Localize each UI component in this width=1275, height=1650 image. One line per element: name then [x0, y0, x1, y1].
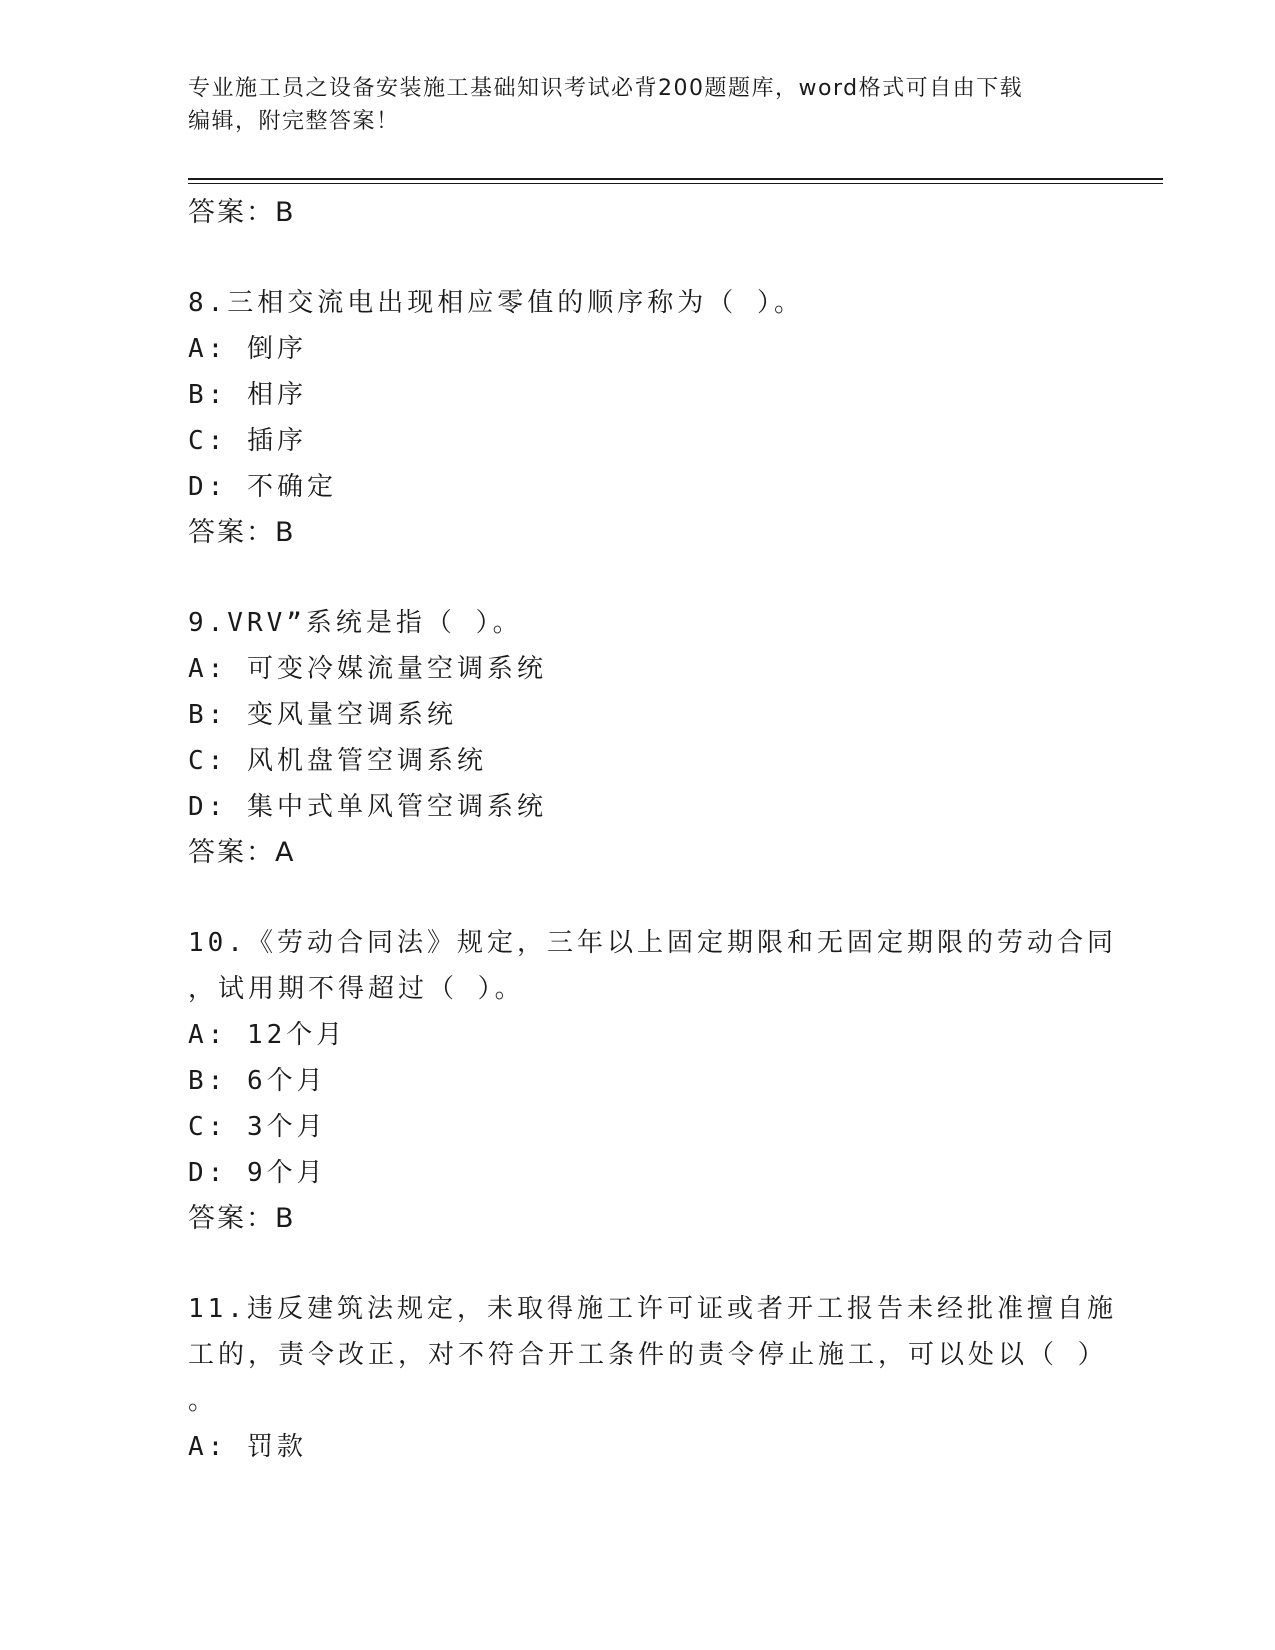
question-block — [188, 280, 1088, 556]
header-rule-thick — [188, 178, 1163, 180]
option-d: D: 集中式单风管空调系统 — [188, 792, 547, 822]
spacer — [188, 236, 1088, 280]
previous-answer: 答案：B — [188, 197, 296, 228]
question-line: 。 — [188, 1386, 219, 1416]
answer-line: 答案：B — [188, 1203, 296, 1234]
question-block — [188, 1286, 1117, 1470]
question-text — [188, 600, 1088, 646]
question-block — [188, 920, 1117, 1242]
option-b: B: 相序 — [188, 380, 307, 410]
question-line: 8.三相交流电出现相应零值的顺序称为（ ）。 — [188, 288, 804, 318]
spacer — [188, 1242, 1088, 1286]
option-c: C: 3个月 — [188, 1112, 327, 1142]
header-rule-thin — [188, 183, 1163, 184]
option-a: A: 倒序 — [188, 334, 307, 364]
option-c: C: 插序 — [188, 426, 307, 456]
question-line: 9.VRV”系统是指（ ）。 — [188, 608, 523, 638]
option-a: A: 可变冷媒流量空调系统 — [188, 654, 547, 684]
question-text — [188, 280, 1088, 326]
question-line: 工的，责令改正，对不符合开工条件的责令停止施工，可以处以（ ） — [188, 1340, 1108, 1370]
option-d: D: 9个月 — [188, 1158, 327, 1188]
spacer — [188, 556, 1088, 600]
document-header — [188, 72, 1078, 138]
answer-line: 答案：B — [188, 517, 296, 548]
question-text — [188, 920, 1117, 1012]
spacer — [188, 876, 1088, 920]
question-text — [188, 1286, 1117, 1424]
header-line-1: 专业施工员之设备安装施工基础知识考试必背200题题库，word格式可自由下载 — [188, 76, 1024, 101]
option-a: A: 罚款 — [188, 1432, 307, 1462]
option-b: B: 变风量空调系统 — [188, 700, 457, 730]
question-block — [188, 600, 1088, 876]
question-line: ，试用期不得超过（ ）。 — [188, 974, 525, 1004]
option-b: B: 6个月 — [188, 1066, 327, 1096]
question-list — [188, 190, 1117, 1470]
option-c: C: 风机盘管空调系统 — [188, 746, 487, 776]
option-d: D: 不确定 — [188, 472, 337, 502]
option-a: A: 12个月 — [188, 1020, 347, 1050]
question-line: 10.《劳动合同法》规定，三年以上固定期限和无固定期限的劳动合同 — [188, 928, 1117, 958]
answer-line: 答案：A — [188, 837, 296, 868]
header-line-2: 编辑，附完整答案！ — [188, 109, 400, 134]
question-line: 11.违反建筑法规定，未取得施工许可证或者开工报告未经批准擅自施 — [188, 1294, 1117, 1324]
